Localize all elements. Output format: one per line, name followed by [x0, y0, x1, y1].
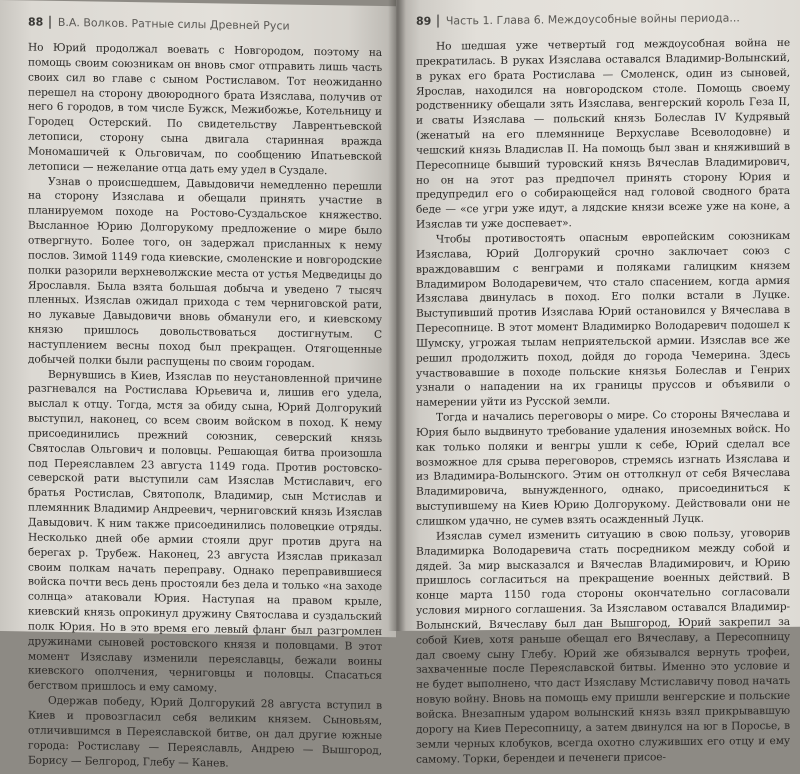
- header-divider: [437, 14, 439, 27]
- left-paragraph-2: Узнав о происшедшем, Давыдовичи немедленно перешли на сторону Изяслава и обещали принять участие в планируемом походе на Ростово-Суздальское княжество. Высланное Юрию Долгорукому предложение о мире было отвергнуто. Более того, он задержал присланных к нему послов. Зимой 1149 года киевские, смоленские и новгородские полки разорили верхневолжские места от устья Медведицы до Ярославля. Была взята большая добыча и уведено 7 тысяч пленных. Изяслав ожидал прихода с тем черниговской рати, но лукавые Давыдовичи вновь обманули его, и киевскому князю пришлось довольствоваться достигнутым. С наступлением весны поход был прекращен. Отягощенные добычей полки были распущены по своим городам.: [28, 175, 382, 370]
- left-page-body: [28, 40, 382, 773]
- header-divider: [49, 15, 51, 28]
- right-paragraph-1: Но шедшая уже четвертый год междоусобная война не прекратилась. В руках Изяслава оставался Владимир-Волынский, в руках его брата Ростислава — Смоленск, один из сыновей, Ярослав, находился на новгородском столе. Помощь своему родственнику обещали зять Изяслава, венгерский король Геза II, и сваты Изяслава — польский князь Болеслав IV Кудрявый (женатый на его племяннице Верхуславе Всеволодовне) и чешский князь Владислав II. На помощь был зван и княживший в Пересопнице бывший туровский князь Вячеслав Владимирович, но он на этот раз предпочел принять сторону Юрия и предупредил его о собирающейся над головой сводного брата беде — «се угри уже идут, а лядские князи всеже уже на коне, а Изяслав ти уже доспевает».: [416, 36, 790, 231]
- left-paragraph-1: Но Юрий продолжал воевать с Новгородом, поэтому на помощь своим союзникам он вновь смог отправить лишь часть своих сил во главе с сыном Ростиславом. Тот неожиданно перешел на сторону двоюродного брата Изяслава, получив от него 6 городов, в том числе Бужск, Межибожье, Котельницу и Городец Остерский. По свидетельству Лаврентьевской летописи, сторону сына двигала старинная вражда Мономашичей к Ольговичам, по сообщению Ипатьевской летописи — нежелание отца дать ему удел в Суздале.: [28, 41, 382, 177]
- right-running-header: Часть 1. Глава 6. Междоусобные войны периода...: [445, 10, 740, 27]
- right-paragraph-2: Чтобы противостоять опасным европейским союзникам Изяслава, Юрий Долгорукий срочно заключает союз с враждовавшим с венграми и поляками галицким князем Владимиром Володаревичем, что стало спасением, когда армия Изяслава двинулась в поход. Его полки встали в Луцке. Выступивший против Изяслава Юрий остановился у Вячеслава в Пересопнице. В этот момент Владимирко Володаревич подошел к Шумску, угрожая тылам неприятельской армии. Изяслав все же решил продолжить поход, дойдя до города Чемерина. Здесь участвовавшие в походе польские князья Болеслав и Генрих узнали о нападении на их границы пруссов и объявили о намерении уйти из Русской земли.: [416, 229, 790, 410]
- left-page-header: [28, 12, 382, 36]
- left-paragraph-4: Одержав победу, Юрий Долгорукий 28 августа вступил в Киев и провозгласил себя великим князем. Сыновьям, отличившимся в Переяславской битве, он дал другие южные города: Ростиславу — Переяславль, Андрею — Вышгород, Борису — Белгород, Глебу — Канев.: [28, 694, 382, 770]
- left-page: [0, 0, 396, 770]
- right-page-header: [416, 8, 790, 30]
- right-paragraph-4: Изяслав сумел изменить ситуацию в свою пользу, уговорив Владимирка Володаревича стать посредником между собой и дядей. За мир высказался и Вячеслав Владимирович, и Юрию пришлось согласиться на прекращение военных действий. В конце марта 1150 года стороны окончательно согласовали условия мирного соглашения. За Изяславом оставался Владимир-Волынский, Вячеславу был дан Вышгород, Юрий закрепил за собой Киев, хотя раньше обещал его Вячеславу, а Пересопницу дал своему сыну Глебу. Юрий же обязывался вернуть трофеи, захваченные после Переяславской битвы. Именно это условие и не будет выполнено, что даст Изяславу Мстиславичу повод начать новую войну. Вновь на помощь ему пришли венгерские и польские войска. Внезапным ударом волынский князь взял прикрывавшую дорогу на Киев Пересопницу, а затем двинулся на юг в Поросье, в земли черных клобуков, всегда охотно служивших его отцу и ему самому. Торки, берендеи и печенеги присое-: [416, 526, 790, 766]
- right-page: [396, 0, 800, 766]
- left-paragraph-3: Вернувшись в Киев, Изяслав по неустановленной причине разгневался на Ростислава Юрьевича и, лишив его удела, выслал к отцу. Тогда, мстя за обиду сына, Юрий Долгорукий выступил, наконец, со всем своим войском в поход. К нему присоединились прежний союзник, северский князь Святослав Ольгович и половцы. Решающая битва произошла под Переяславлем 23 августа 1149 года. Против ростовско-северской рати выступили сам Изяслав Мстиславич, его братья Ростислав, Святополк, Владимир, сын Мстислав и племянник Владимир Андреевич, черниговский князь Изяслав Давыдович. К ним также присоединились половецкие отряды. Несколько дней обе армии стояли друг против друга на берегах р. Трубеж. Наконец, 23 августа Изяслав приказал своим полкам начать переправу. Однако переправившиеся войска почти весь день простояли без дела и только «на заходе солнца» атаковали Юрия. Наступая на правом крыле, киевский князь опрокинул дружину Святослава и суздальский полк Юрия. Но в это время его левый фланг был разгромлен дружинами сыновей ростовского князя и половцами. В этот момент Изяславу изменили переяславцы, бежали воины киевского ополчения, черниговцы и половцы. Спасаться бегством пришлось и ему самому.: [28, 368, 382, 695]
- right-page-body: [416, 36, 790, 767]
- left-running-header: В.А. Волков. Ратные силы Древней Руси: [57, 15, 290, 33]
- right-paragraph-3: Тогда и начались переговоры о мире. Со стороны Вячеслава и Юрия было выдвинуто требование удаления иноземных войск. Но как только поляки и венгры ушли к себе, Юрий сделал все возможное для срыва переговоров, стремясь изгнать Изяслава и из Владимира-Волынского. Этим он оттолкнул от себя Вячеслава Владимировича, вынужденного, однако, присоединиться к выступившему на Киев Юрию Долгорукому. Действовали они не слишком удачно, не сумев взять осажденный Луцк.: [416, 407, 790, 528]
- right-page-number: 89: [416, 14, 432, 28]
- book-gutter: [388, 0, 406, 631]
- left-page-number: 88: [28, 14, 44, 29]
